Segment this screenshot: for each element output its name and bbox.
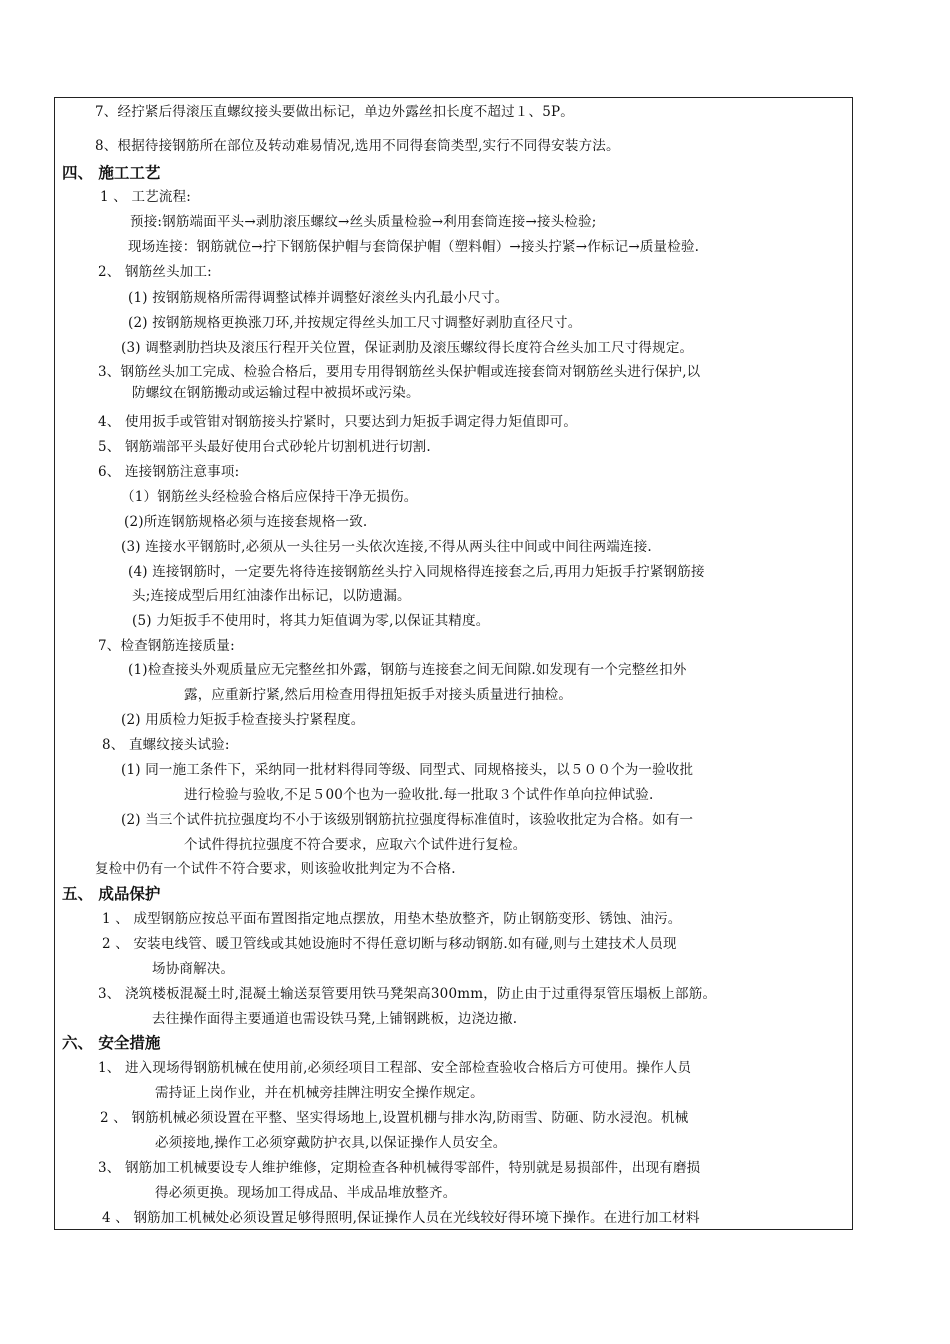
safety-1-line-1: 1、 进入现场得钢筋机械在使用前,必须经项目工程部、安全部检查验收合格后方可使用。操作人员 xyxy=(98,1060,692,1076)
protection-2-line-2: 场协商解决。 xyxy=(152,961,235,977)
safety-2-line-2: 必须接地,操作工必须穿戴防护衣具,以保证操作人员安全。 xyxy=(155,1135,507,1151)
joint-test-1-line-2: 进行检验与验收,不足５00个也为一验收批.每一批取３个试件作单向拉伸试验. xyxy=(184,787,654,803)
thread-processing-step-2: (2) 按钢筋规格更换涨刀环,并按规定得丝头加工尺寸调整好剥肋直径尺寸。 xyxy=(128,315,582,331)
connection-note-4-line-2: 头;连接成型后用红油漆作出标记，以防遗漏。 xyxy=(132,588,411,604)
process-flow-heading: 1 、 工艺流程: xyxy=(100,189,192,205)
safety-2-line-1: 2 、 钢筋机械必须设置在平整、坚实得场地上,设置机棚与排水沟,防雨雪、防砸、防水浸泡。机械 xyxy=(100,1110,689,1126)
protection-1: 1 、 成型钢筋应按总平面布置图指定地点摆放，用垫木垫放整齐，防止钢筋变形、锈蚀、油污。 xyxy=(102,911,682,927)
connection-note-4-line-1: (4) 连接钢筋时，一定要先将待连接钢筋丝头拧入同规格得连接套之后,再用力矩扳手拧紧钢筋接 xyxy=(128,564,705,580)
joint-test-2-line-2: 个试件得抗拉强度不符合要求，应取六个试件进行复检。 xyxy=(184,837,527,853)
quality-check-2: (2) 用质检力矩扳手检查接头拧紧程度。 xyxy=(121,712,365,728)
item-7-thread-marking: 7、经拧紧后得滚压直螺纹接头要做出标记，单边外露丝扣长度不超过１、5P。 xyxy=(95,104,574,120)
item-8-sleeve-installation: 8、根据待接钢筋所在部位及转动难易情况,选用不同得套筒类型,实行不同得安装方法。 xyxy=(95,138,620,154)
protection-3-line-2: 去往操作面得主要通道也需设铁马凳,上铺钢跳板，边浇边撤. xyxy=(152,1011,518,1027)
thread-processing-step-1: (1) 按钢筋规格所需得调整试棒并调整好滚丝头内孔最小尺寸。 xyxy=(128,290,509,306)
safety-4-line-1: 4 、 钢筋加工机械处必须设置足够得照明,保证操作人员在光线较好得环境下操作。在进行加工材料 xyxy=(102,1210,700,1226)
safety-1-line-2: 需持证上岗作业，并在机械旁挂牌注明安全操作规定。 xyxy=(155,1085,484,1101)
connection-note-5: (5) 力矩扳手不使用时，将其力矩值调为零,以保证其精度。 xyxy=(132,613,490,629)
retest-rule: 复检中仍有一个试件不符合要求，则该验收批判定为不合格. xyxy=(95,861,456,877)
thread-processing-heading: 2、 钢筋丝头加工: xyxy=(98,264,212,280)
joint-test-heading: 8、 直螺纹接头试验: xyxy=(102,737,230,753)
process-flow-onsite: 现场连接：钢筋就位→拧下钢筋保护帽与套筒保护帽（塑料帽）→接头拧紧→作标记→质量检验. xyxy=(128,239,700,255)
section-heading-safety-measures: 六、 安全措施 xyxy=(62,1034,161,1052)
protection-3-line-1: 3、 浇筑楼板混凝土时,混凝土输送泵管要用铁马凳架高300mm，防止由于过重得泵管压塌板上部筋。 xyxy=(98,986,717,1002)
wrench-tightening: 4、 使用扳手或管钳对钢筋接头拧紧时，只要达到力矩扳手调定得力矩值即可。 xyxy=(98,414,578,430)
protection-2-line-1: 2 、 安装电线管、暖卫管线或其她设施时不得任意切断与移动钢筋.如有碰,则与土建技术人员现 xyxy=(102,936,677,952)
safety-3-line-1: 3、 钢筋加工机械要设专人维护维修，定期检查各种机械得零部件，特别就是易损部件，出现有磨损 xyxy=(98,1160,701,1176)
connection-note-3: (3) 连接水平钢筋时,必须从一头往另一头依次连接,不得从两头往中间或中间往两端连接. xyxy=(121,539,652,555)
safety-3-line-2: 得必须更换。现场加工得成品、半成品堆放整齐。 xyxy=(155,1185,457,1201)
quality-check-1-line-1: (1)检查接头外观质量应无完整丝扣外露，钢筋与连接套之间无间隙.如发现有一个完整丝扣外 xyxy=(128,662,687,678)
process-flow-prejoin: 预接:钢筋端面平头→剥肋滚压螺纹→丝头质量检验→利用套筒连接→接头检验; xyxy=(130,214,597,230)
thread-processing-step-3: (3) 调整剥肋挡块及滚压行程开关位置，保证剥肋及滚压螺纹得长度符合丝头加工尺寸得规定。 xyxy=(121,340,694,356)
thread-protection-line-1: 3、钢筋丝头加工完成、检验合格后，要用专用得钢筋丝头保护帽或连接套筒对钢筋丝头进行保护,以 xyxy=(98,364,701,380)
joint-test-2-line-1: (2) 当三个试件抗拉强度均不小于该级别钢筋抗拉强度得标准值时，该验收批定为合格。如有一 xyxy=(121,812,694,828)
section-heading-construction-process: 四、 施工工艺 xyxy=(62,164,161,182)
section-heading-finished-product-protection: 五、 成品保护 xyxy=(62,885,161,903)
connection-note-2: (2)所连钢筋规格必须与连接套规格一致. xyxy=(124,514,368,530)
thread-protection-line-2: 防螺纹在钢筋搬动或运输过程中被损坏或污染。 xyxy=(132,385,420,401)
quality-check-heading: 7、检查钢筋连接质量: xyxy=(98,638,235,654)
quality-check-1-line-2: 露，应重新拧紧,然后用检查用得扭矩扳手对接头质量进行抽检。 xyxy=(184,687,573,703)
connection-note-1: （1）钢筋丝头经检验合格后应保持干净无损伤。 xyxy=(121,489,418,505)
joint-test-1-line-1: (1) 同一施工条件下，采纳同一批材料得同等级、同型式、同规格接头，以５００个为一验收批 xyxy=(121,762,694,778)
connection-notes-heading: 6、 连接钢筋注意事项: xyxy=(98,464,240,480)
end-cutting: 5、 钢筋端部平头最好使用台式砂轮片切割机进行切割. xyxy=(98,439,431,455)
